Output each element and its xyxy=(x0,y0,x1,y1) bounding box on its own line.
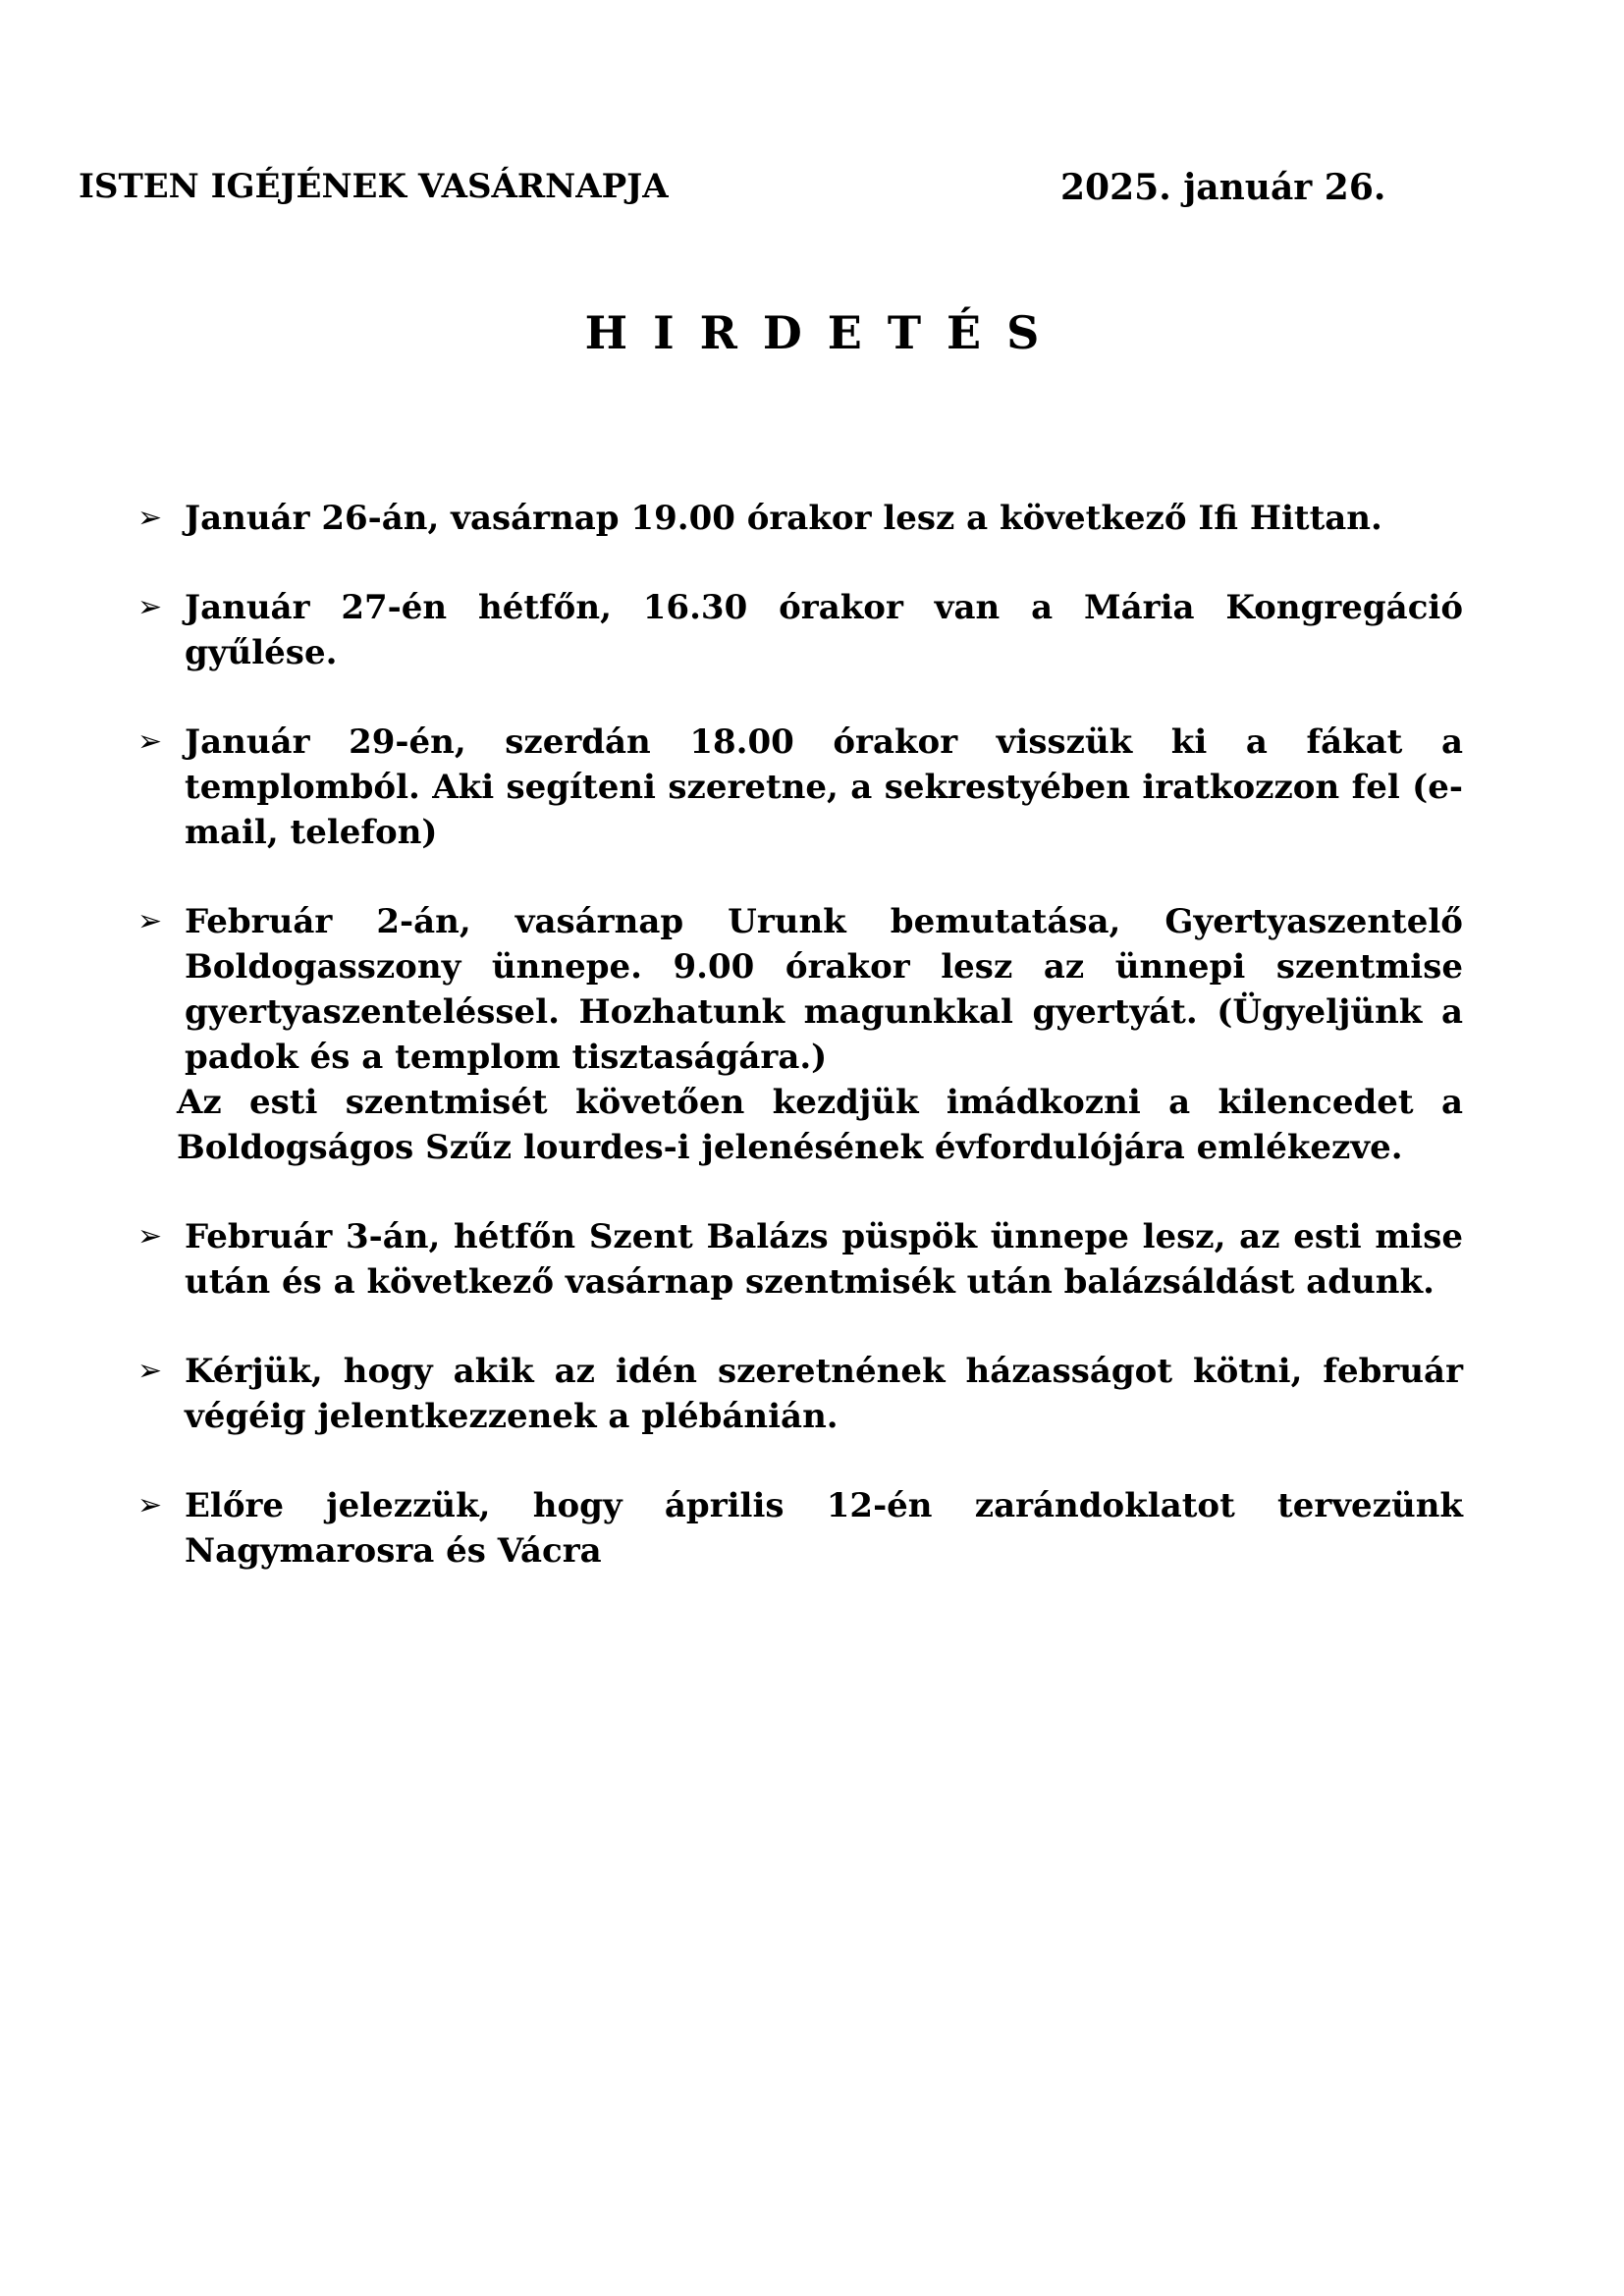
announcement-text: Január 27-én hétfőn, 16.30 órakor van a Mária Kongregáció gyűlése. xyxy=(185,588,1463,672)
announcement-text: Előre jelezzük, hogy április 12-én zarándoklatot tervezünk Nagymarosra és Vácra xyxy=(185,1486,1463,1571)
arrowhead-bullet-icon: ➢ xyxy=(137,904,163,938)
announcement-item xyxy=(137,1214,1463,1305)
announcement-text: Február 3-án, hétfőn Szent Balázs püspök ünnepe lesz, az esti mise után és a következő vasárnap szentmisék után balázsáldást adunk. xyxy=(185,1217,1463,1302)
arrowhead-bullet-icon: ➢ xyxy=(137,501,163,535)
announcement-item xyxy=(137,585,1463,675)
announcement-item xyxy=(137,1349,1463,1439)
announcement-item xyxy=(137,496,1463,541)
announcement-text: Január 26-án, vasárnap 19.00 órakor lesz a következő Ifi Hittan. xyxy=(185,499,1382,538)
header-title: ISTEN IGÉJÉNEK VASÁRNAPJA xyxy=(79,167,669,206)
announcement-text: Február 2-án, vasárnap Urunk bemutatása, Gyertyaszentelő Boldogasszony ünnepe. 9.00 órakor lesz az ünnepi szentmise gyertyaszenteléssel. Hozhatunk magunkkal gyertyát. (Ügyeljünk a padok és a templom tisztaságára.) xyxy=(185,902,1463,1077)
page-title: HIRDETÉS xyxy=(584,306,1065,359)
header-date: 2025. január 26. xyxy=(1060,167,1386,208)
arrowhead-bullet-icon: ➢ xyxy=(137,724,163,759)
announcement-text: Kérjük, hogy akik az idén szeretnének házasságot kötni, február végéig jelentkezzenek a plébánián. xyxy=(185,1352,1463,1436)
arrowhead-bullet-icon: ➢ xyxy=(137,1488,163,1522)
arrowhead-bullet-icon: ➢ xyxy=(137,1219,163,1254)
announcement-list xyxy=(137,496,1463,1618)
announcement-text-continued: Az esti szentmisét követően kezdjük imádkozni a kilencedet a Boldogságos Szűz lourdes-i jelenésének évfordulójára emlékezve. xyxy=(177,1083,1463,1167)
announcement-item xyxy=(137,720,1463,855)
announcement-item xyxy=(137,899,1463,1170)
announcement-text: Január 29-én, szerdán 18.00 órakor visszük ki a fákat a templomból. Aki segíteni szeretne, a sekrestyében iratkozzon fel (e-mail, telefon) xyxy=(185,722,1463,852)
arrowhead-bullet-icon: ➢ xyxy=(137,1354,163,1388)
announcement-item xyxy=(137,1483,1463,1574)
arrowhead-bullet-icon: ➢ xyxy=(137,590,163,624)
